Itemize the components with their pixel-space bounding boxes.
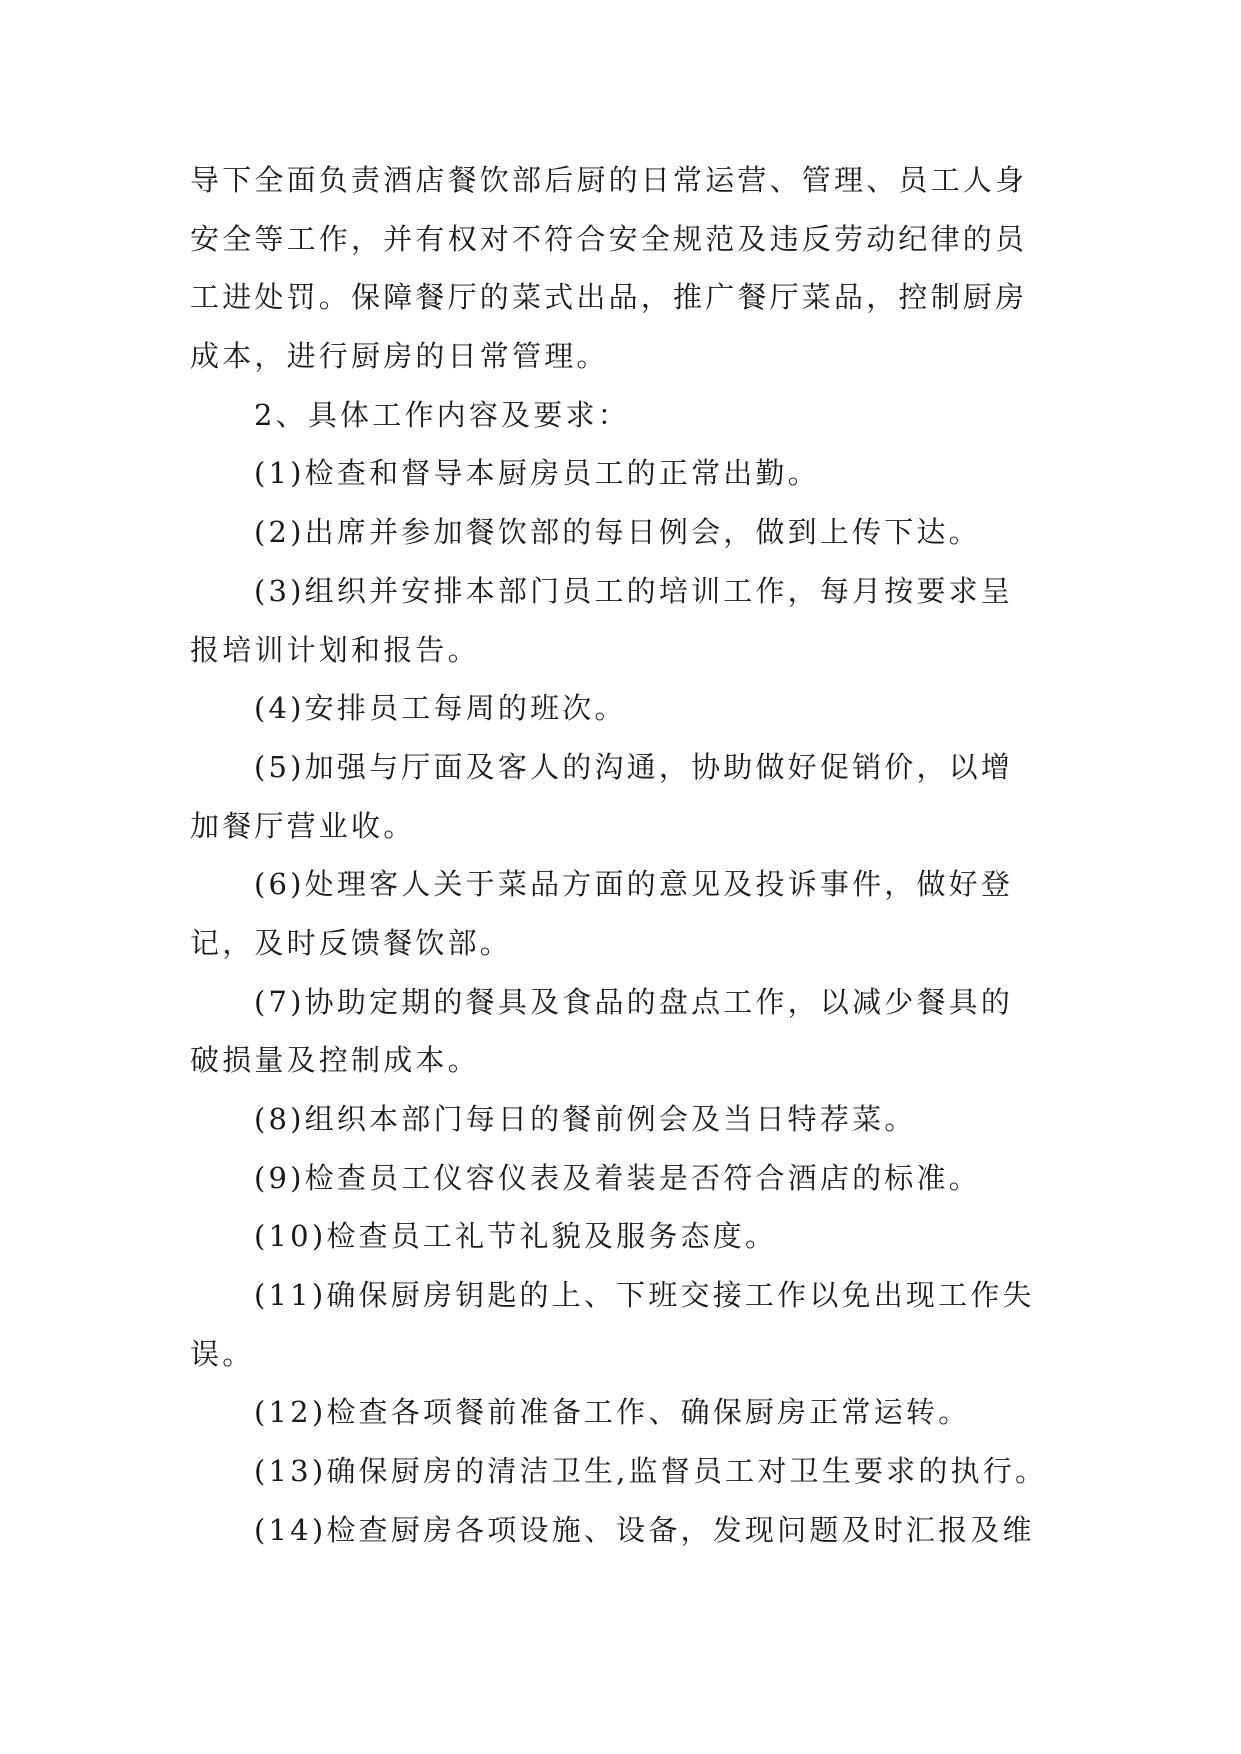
paragraph-line: 成本，进行厨房的日常管理。 [190,339,609,374]
list-item: (14)检查厨房各项设施、设备，发现问题及时汇报及维 [254,1512,1035,1547]
list-item-continuation: 记，及时反馈餐饮部。 [190,925,513,960]
list-item: (11)确保厨房钥匙的上、下班交接工作以免出现工作失 [254,1278,1035,1313]
list-item-continuation: 报培训计划和报告。 [190,632,480,667]
paragraph-line: 安全等工作，并有权对不符合安全规范及违反劳动纪律的员 [190,221,1028,256]
list-item: (6)处理客人关于菜品方面的意见及投诉事件，做好登 [254,867,1014,902]
paragraph-line: 工进处罚。保障餐厅的菜式出品，推广餐厅菜品，控制厨房 [190,280,1028,315]
list-item-continuation: 破损量及控制成本。 [190,1043,480,1078]
list-item: (2)出席并参加餐饮部的每日例会，做到上传下达。 [254,515,981,550]
paragraph-line: 导下全面负责酒店餐饮部后厨的日常运营、管理、员工人身 [190,163,1028,197]
list-item: (8)组织本部门每日的餐前例会及当日特荐菜。 [254,1102,917,1136]
list-item-continuation: 加餐厅营业收。 [190,808,416,843]
document-body [190,151,1052,1560]
list-item: (1)检查和督导本厨房员工的正常出勤。 [254,456,820,491]
list-item: (5)加强与厅面及客人的沟通，协助做好促销价，以增 [254,749,1014,784]
list-item: (9)检查员工仪容仪表及着装是否符合酒店的标准。 [254,1160,981,1195]
list-item-continuation: 误。 [190,1336,255,1371]
list-item: (7)协助定期的餐具及食品的盘点工作，以减少餐具的 [254,984,1014,1019]
list-item: (4)安排员工每周的班次。 [254,691,627,726]
list-item: (12)检查各项餐前准备工作、确保厨房正常运转。 [254,1395,971,1430]
list-item: (3)组织并安排本部门员工的培训工作，每月按要求呈 [254,573,1014,608]
list-item: (13)确保厨房的清洁卫生,监督员工对卫生要求的执行。 [254,1454,1048,1489]
list-item: (10)检查员工礼节礼貌及服务态度。 [254,1219,778,1254]
section-heading: 2、具体工作内容及要求： [254,397,630,432]
